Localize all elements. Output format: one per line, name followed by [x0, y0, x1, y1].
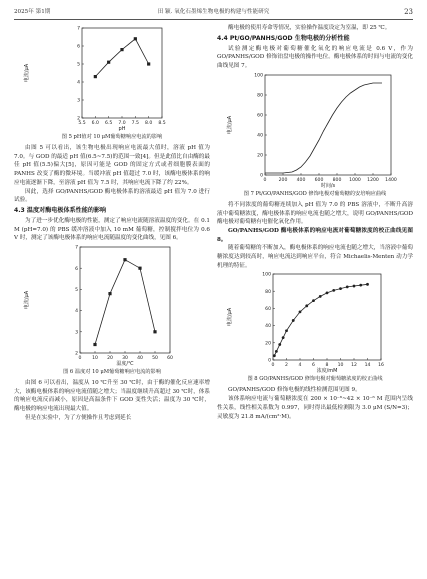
paragraph: GO/PANHS/GOD 修饰电极的线性检测范围见图 9。 [228, 387, 361, 394]
y-tick-label: 60 [265, 307, 271, 313]
x-tick-label: 6.0 [91, 121, 99, 126]
x-tick-label: 4 [298, 363, 302, 369]
data-point [273, 355, 276, 358]
paragraph: 因此，选择 GO/PANHS/GOD 酶电极体系的溶液最适 pH 值为 7.0 进行试验。 [14, 188, 210, 204]
fit-curve [274, 285, 367, 356]
x-axis-label: pH [118, 126, 126, 132]
y-axis-label: 电流/μA [227, 115, 233, 134]
x-tick-label: 2 [285, 363, 288, 369]
data-series-line [95, 39, 148, 77]
y-tick-label: 80 [257, 93, 263, 99]
figure-7-caption: 图 7 Pt/GO/PANHS/GOD 修饰电极对葡萄糖的安培响应曲线 [243, 190, 387, 197]
data-point [134, 37, 137, 40]
x-tick-label: 0 [78, 356, 82, 362]
y-tick-label: 7 [77, 26, 80, 32]
y-tick-label: 3 [75, 330, 78, 336]
x-tick-label: 7.5 [131, 121, 139, 126]
x-tick-label: 50 [152, 356, 158, 362]
x-tick-label: 200 [278, 177, 288, 183]
figure-8-chart [225, 270, 405, 374]
x-tick-label: 0 [271, 363, 275, 369]
x-tick-label: 400 [296, 177, 306, 183]
x-axis-label: 时间/s [320, 182, 336, 189]
x-tick-label: 5.5 [78, 121, 86, 126]
x-tick-label: 40 [137, 356, 143, 362]
y-axis-label: 电流/μA [24, 63, 30, 83]
paragraph: 酶电极的使用寿命等情况，实验操作温度设定为室温，即 25 ℃。 [228, 25, 391, 31]
y-tick-label: 100 [254, 73, 263, 79]
right-column [217, 24, 413, 575]
paragraph: 但是在实验中，为了方便操作且考虑到延长 [25, 414, 132, 421]
y-tick-label: 80 [265, 290, 271, 296]
paragraph: 由图 5 可以看出，该生物电极出现响应电流最大值时，溶液 pH 值为 7.0。与 GOD 的最适 pH 值(6.5~7.5)的范围一致[4]。但是此值比自由酶的最佳 pH 值(5.5)偏大[5]，原因可能是 GOD 的固定方式或者细胞膜表面的 PANHS 改变了酶的微环境。当缓冲液 pH 值超过 7.0 时，该酶电极体系的响应电流逐渐下降，至溶液 pH 值为 7.5 时，其响应电流下降了约 22%。 [14, 145, 210, 186]
x-tick-label: 10 [337, 363, 344, 369]
y-tick-label: 20 [257, 153, 263, 159]
paragraph: 随着葡萄糖的不断加入，酶电极体系的响应电流也随之增大，当溶液中葡萄糖浓度达到较高时，响应电流达到响应平台，符合 Michaelis-Menten 动力学机理的特征。 [217, 245, 413, 269]
x-tick-label: 1000 [349, 177, 361, 183]
y-tick-label: 2 [75, 351, 78, 357]
x-tick-label: 800 [332, 177, 342, 183]
journal-issue: 2025年 第1期 [14, 9, 51, 15]
x-tick-label: 12 [351, 363, 357, 369]
x-tick-label: 60 [167, 356, 173, 362]
x-axis-label: 浓度/mM [316, 368, 338, 375]
running-title: 田 颖. 氧化石墨烯生物电极的构建与性能研究 [157, 9, 270, 15]
plot-frame [273, 274, 381, 360]
y-tick-label: 5 [75, 288, 78, 294]
data-point [123, 258, 126, 261]
paragraph: 为了进一步优化酶电极的性能，测定了响应电流随溶液温度的变化。在 0.1 M (pH=7.0) 的 PBS 缓冲溶液中加入 10 mM 葡萄糖，控制搅拌电位为 0.6 V 时，测定了该酶电极体系的响应电流随温度的变化曲线，见图 6。 [14, 217, 210, 242]
figure-8-caption: 图 8 GO/PANHS/GOD 修饰电极对葡萄糖浓度的校正曲线 [247, 376, 383, 383]
figure-6-caption: 图 6 温度对 10 μM葡萄糖响应电流的影响 [63, 369, 161, 376]
x-tick-label: 600 [314, 177, 324, 183]
section-heading-4-3: 4.3 温度对酶电极体系性能的影响 [14, 206, 107, 214]
x-tick-label: 8 [325, 363, 329, 369]
y-tick-label: 100 [262, 273, 271, 279]
figure-5-caption: 图 5 pH值对 10 μM葡萄糖响应电流的影响 [61, 134, 163, 140]
data-point [94, 75, 97, 78]
y-tick-label: 6 [75, 266, 78, 272]
x-tick-label: 1400 [385, 177, 397, 183]
plot-frame [80, 247, 170, 353]
y-tick-label: 20 [265, 341, 271, 347]
paragraph: 由图 6 可以看出，温度从 10 ℃升至 30 ℃时，由于酶的催化反应速率增大，该酶电极体系的响应电流值随之增大；当温度继续升高超过 30 ℃时，体系的响应电流反而减小，原因是高温条件下 GOD 变性失活；温度为 30 ℃时，酶电极的响应电流出现最大值。 [14, 380, 210, 413]
y-tick-label: 40 [265, 324, 271, 330]
data-point [93, 343, 96, 346]
data-point [138, 267, 141, 270]
data-point [107, 61, 110, 64]
section-heading-4-4: 4.4 Pt/GO/PANHS/GOD 生物电极的分析性能 [217, 34, 350, 42]
x-tick-label: 14 [364, 363, 371, 369]
left-column [14, 24, 210, 575]
page-number: 23 [404, 8, 413, 16]
y-tick-label: 5 [77, 62, 80, 68]
x-tick-label: 6.5 [105, 121, 113, 126]
y-tick-label: 3 [77, 98, 80, 104]
x-tick-label: 6 [312, 363, 315, 369]
y-tick-label: 4 [77, 80, 80, 86]
x-tick-label: 10 [92, 356, 98, 362]
x-tick-label: 0 [263, 177, 267, 183]
paragraph-bold: GO/PANHS/GOD 酶电极体系的响应电流对葡萄糖浓度的校正曲线见图 8。 [217, 227, 413, 243]
figure-7-chart [225, 71, 405, 189]
y-tick-label: 0 [268, 359, 271, 365]
y-tick-label: 7 [75, 245, 78, 251]
y-tick-label: 40 [257, 133, 263, 139]
x-tick-label: 7.0 [118, 121, 126, 126]
data-point [153, 330, 156, 333]
x-tick-label: 16 [378, 363, 384, 369]
y-tick-label: 60 [257, 113, 263, 119]
paragraph: 试验测定酶电极对葡萄糖催化氧化的响应电流是 0.6 V，作为 GO/PANHS/GOD 修饰铂盘电极的操作电位。酶电极体系的时间与电流的变化曲线见图 7。 [217, 45, 413, 70]
data-point [108, 292, 111, 295]
y-tick-label: 0 [260, 173, 263, 179]
y-axis-label: 电流/μA [227, 308, 233, 327]
figure-5-chart [22, 24, 202, 132]
data-series-line [265, 83, 382, 173]
data-point [120, 48, 123, 51]
y-tick-label: 6 [77, 44, 80, 50]
y-tick-label: 4 [75, 309, 78, 315]
x-tick-label: 20 [107, 356, 113, 362]
figure-6-chart [22, 243, 202, 367]
data-series-line [95, 260, 155, 345]
x-tick-label: 8.0 [145, 121, 153, 126]
paragraph: 将不同浓度的葡萄糖连续加入 pH 值为 7.0 的 PBS 溶液中，不断升高溶液中葡萄糖浓度，酶电极体系的响应电流也随之增大，说明 GO/PANHS/GOD 酶电极对葡萄糖有电催化氧化作用。 [217, 201, 413, 226]
data-point [147, 62, 150, 65]
page-header [14, 6, 413, 20]
x-tick-label: 30 [122, 356, 128, 362]
plot-frame [265, 75, 391, 175]
x-axis-label: 温度/℃ [116, 361, 134, 368]
y-axis-label: 电流/μA [24, 290, 30, 310]
y-tick-label: 2 [77, 116, 80, 122]
x-tick-label: 1200 [367, 177, 379, 183]
x-tick-label: 8.5 [158, 121, 166, 126]
paragraph: 该体系响应电流与葡萄糖浓度在 200 × 10⁻⁶~42 × 10⁻⁶ M 范围内呈线性关系，线性相关系数为 0.997，同时得出最低检测限为 3.0 μM (S/N=3)；灵敏度为 21.8 mA/(cm²·M)。 [217, 396, 413, 420]
plot-frame [82, 28, 162, 118]
